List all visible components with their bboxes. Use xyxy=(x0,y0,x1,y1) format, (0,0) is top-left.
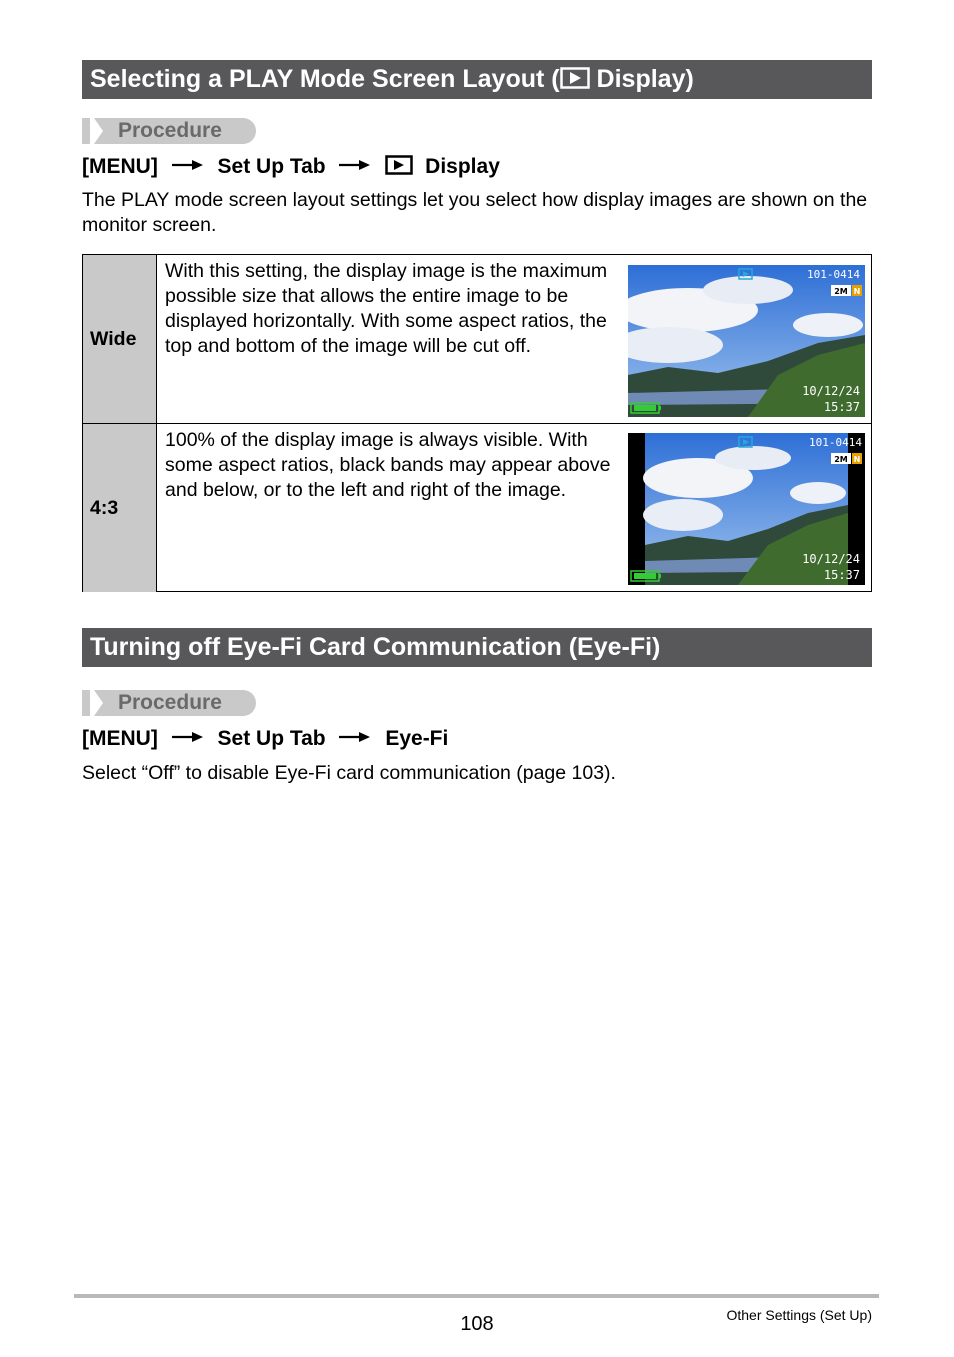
image-quality: N xyxy=(853,455,861,464)
file-number: 101-0414 xyxy=(807,268,860,281)
section-title-play-layout xyxy=(82,60,872,99)
image-quality: N xyxy=(853,287,861,296)
arrow-right-icon xyxy=(339,159,371,171)
option-label: Wide xyxy=(83,255,157,423)
menu-item: Display xyxy=(425,155,500,178)
screen-date: 10/12/24 xyxy=(802,552,860,566)
section-title-eye-fi: Turning off Eye-Fi Card Communication (Eye-Fi) xyxy=(82,628,872,667)
wide-screen-preview xyxy=(628,265,865,417)
play-mode-icon xyxy=(385,155,413,175)
procedure-label: Procedure xyxy=(118,119,222,142)
section-title-part2: Display) xyxy=(589,65,694,93)
image-size: 2M xyxy=(834,455,848,464)
option-row-wide xyxy=(83,255,871,423)
menu-path xyxy=(82,154,500,180)
page-number: 108 xyxy=(460,1313,494,1335)
procedure-tag xyxy=(82,118,256,144)
footer-section-name: Other Settings (Set Up) xyxy=(726,1307,872,1323)
menu-path xyxy=(82,726,448,752)
screen-time: 15:37 xyxy=(823,400,860,414)
options-table xyxy=(82,254,872,592)
screen-date: 10/12/24 xyxy=(802,384,860,398)
option-label: 4:3 xyxy=(83,424,157,592)
option-description: 100% of the display image is always visible. With some aspect ratios, black bands may appear above and below, or to the left and right of the image. xyxy=(165,429,611,501)
arrow-right-icon xyxy=(172,159,204,171)
arrow-right-icon xyxy=(339,731,371,743)
play-mode-icon xyxy=(560,67,590,89)
menu-tab: Set Up Tab xyxy=(217,727,326,750)
menu-key: [MENU] xyxy=(82,155,158,178)
procedure-tag xyxy=(82,690,256,716)
option-row-4-3 xyxy=(83,423,871,592)
menu-tab: Set Up Tab xyxy=(217,155,326,178)
footer-divider xyxy=(74,1294,879,1298)
option-description: With this setting, the display image is the maximum possible size that allows the entire image to be displayed horizontally. With some aspect ratios, the top and bottom of the image will be cut off. xyxy=(165,260,608,357)
eye-fi-text: Select “Off” to disable Eye-Fi card communication (page 103). xyxy=(82,762,616,784)
arrow-right-icon xyxy=(172,731,204,743)
intro-text: The PLAY mode screen layout settings let you select how display images are shown on the monitor screen. xyxy=(82,189,868,236)
menu-key: [MENU] xyxy=(82,727,158,750)
section-title-part1: Selecting a PLAY Mode Screen Layout ( xyxy=(90,65,560,93)
procedure-label: Procedure xyxy=(118,691,222,714)
screen-time: 15:37 xyxy=(823,568,860,582)
image-size: 2M xyxy=(834,287,848,296)
4-3-screen-preview xyxy=(628,433,865,585)
menu-item: Eye-Fi xyxy=(385,727,449,750)
file-number: 101-0414 xyxy=(809,436,862,449)
